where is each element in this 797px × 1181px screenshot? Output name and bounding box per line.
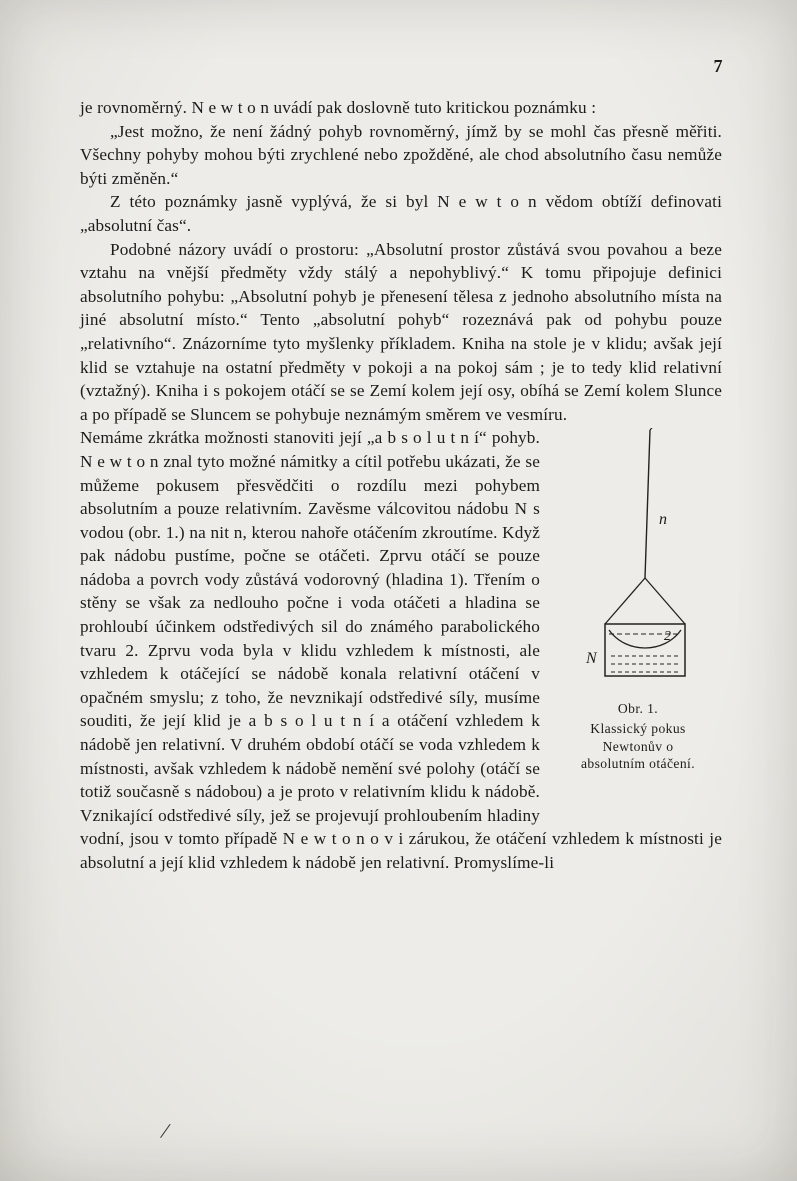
page-number: 7 <box>713 56 723 76</box>
bucket-experiment-figure <box>558 428 718 690</box>
scan-artifact: / <box>160 1117 170 1144</box>
bucket-outline <box>605 624 685 676</box>
paragraph-remark: Z této poznámky jasně vyplývá, že si byl N e w t o n vědom obtíží definovati „absolutní čas“. <box>80 192 722 235</box>
paragraph-bucket-experiment: Nemáme zkrátka možnosti stanoviti její „a b s o l u t n í“ pohyb. N e w t o n znal tyto možné námitky a cítil potřebu ukázati, že se můžeme pokusem přesvědčiti o rozdílu mezi pohybem absolutním a pouze relativním. Zavěsme válcovitou nádobu N s vodou (obr. 1.) na nit n, kterou nahoře otáčením zkroutíme. Když pak nádobu pustíme, počne se otáčeti. Zprvu otáčí se pouze nádoba a povrch vody zůstává vodorovný (hladina 1). Třením o stěny se však za nedlouho počne i voda otáčeti a hladina se prohloubí účinkem odstředivých sil do známého parabolického tvaru 2. Zprvu voda byla v klidu vzhledem k místnosti, ale vzhledem k otáčející se nádobě konala relativní otáčení v opačném smyslu; z toho, že nevznikají odstředivé síly, musíme souditi, že její klid je a b s o l u t n í a otáčení vzhledem k nádobě jen relativní. V druhém období otáčí se voda vzhledem k místnosti, avšak vzhledem k nádobě nemění své polohy (otáčí se totiž současně s nádobou) a je proto v relativním klidu k nádobě. Vznikající odstředivé síly, jež se projevují prohloubením hladiny vodní, jsou v tomto případě N e w t o n o v i zárukou, že otáčení vzhledem k místnosti je absolutní a její klid vzhledem k nádobě jen relativní. Promyslíme-li <box>80 428 722 872</box>
figure-caption-text: Klassický pokus Newtonův o absolutním otáčení. <box>580 720 696 772</box>
paragraph-intro: je rovnoměrný. N e w t o n uvádí pak doslovně tuto kritickou poznámku : <box>80 98 597 117</box>
vessel-label: N <box>586 650 597 668</box>
paragraph-absolute-space: Podobné názory uvádí o prostoru: „Absolutní prostor zůstává svou povahou a beze vztahu na vnější předměty vždy stálý a nepohyblivý.“ K tomu připojuje definici absolutního pohybu: „Absolutní pohyb je přenesení tělesa z jednoho absolutního místa na jiné absolutní místo.“ Tento „absolutní pohyb“ rozeznává pak od pohybu pouze „relativního“. Znázorníme tyto myšlenky příkladem. Kniha na stole je v klidu; avšak její klid se vztahuje na ostatní předměty v pokoji a na pokoj sám ; je to tedy klid relativní (vztažný). Kniha i s pokojem otáčí se se Zemí kolem její osy, obíhá se Zemí kolem Slunce a po případě se Sluncem se pohybuje neznámým směrem ve vesmíru. <box>80 239 722 424</box>
string-line <box>645 430 650 578</box>
cone-right-line <box>645 578 685 624</box>
figure-block <box>554 428 722 806</box>
figure-caption <box>554 700 722 772</box>
surface-label: 2 <box>664 629 672 645</box>
paragraph-newton-quote: „Jest možno, že není žádný pohyb rovnoměrný, jímž by se mohl čas přesně měřiti. Všechny pohyby mohou býti zrychlené nebo zpožděné, ale chod absolutního času nemůže býti změněn.“ <box>80 121 722 188</box>
string-twist-mark <box>650 428 657 430</box>
cone-left-line <box>605 578 645 624</box>
string-label: n <box>659 511 668 529</box>
figure-caption-title: Obr. 1. <box>617 701 659 717</box>
text-block <box>80 96 722 875</box>
